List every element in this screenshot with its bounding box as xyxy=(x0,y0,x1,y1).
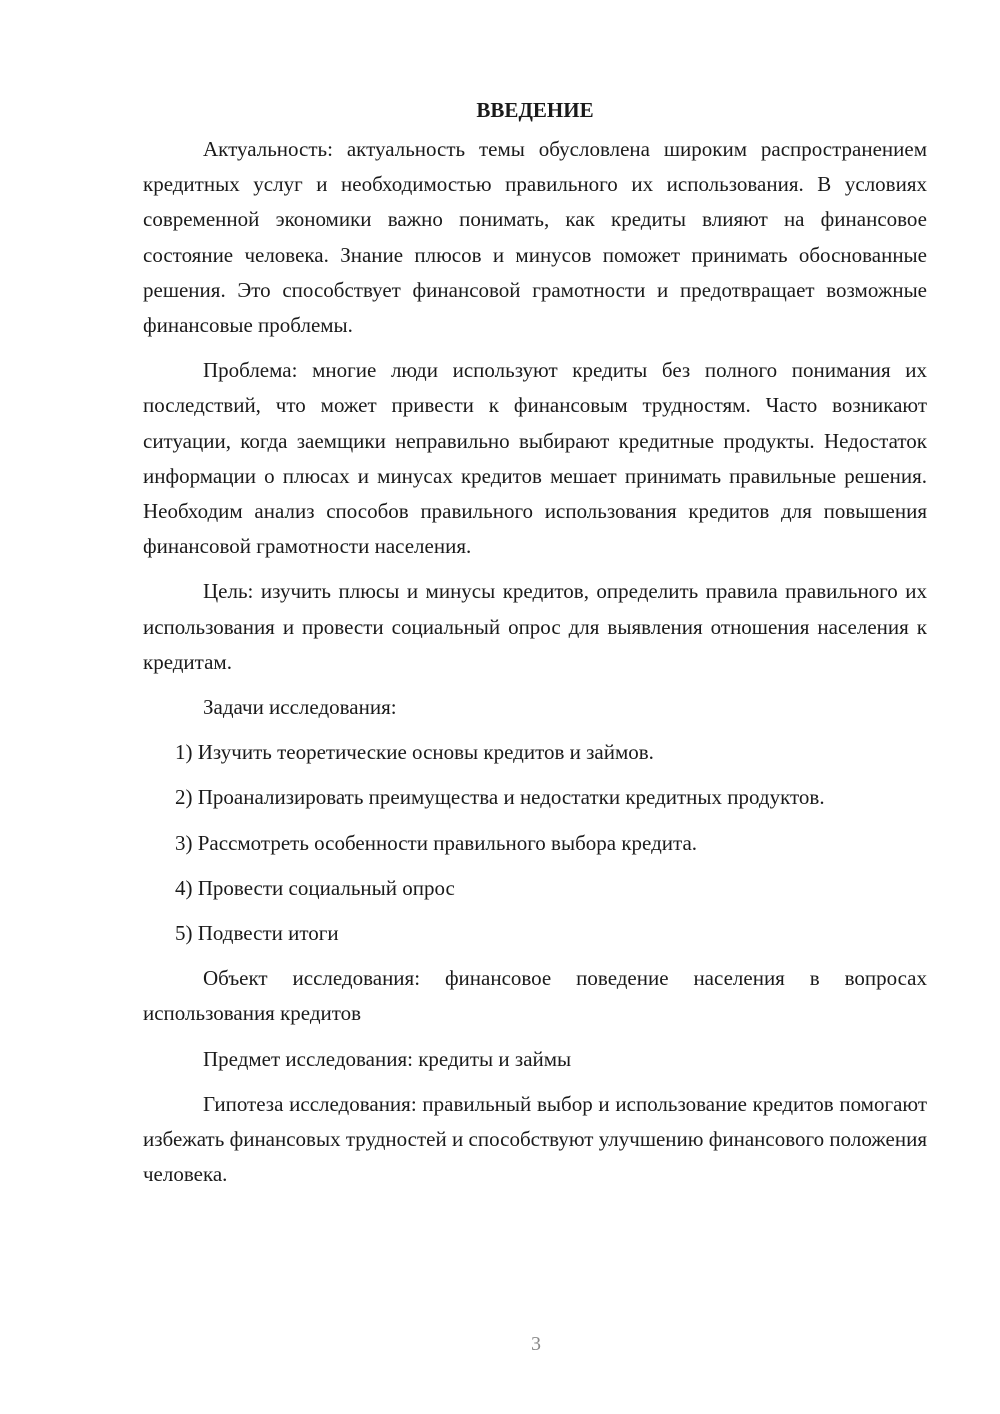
goal-paragraph: Цель: изучить плюсы и минусы кредитов, определить правила правильного их использования и провести социальный опрос для выявления отношения населения к кредитам. xyxy=(143,579,927,674)
task-item-2: 2) Проанализировать преимущества и недостатки кредитных продуктов. xyxy=(175,785,825,810)
document-page xyxy=(143,96,927,1202)
task-item-3: 3) Рассмотреть особенности правильного выбора кредита. xyxy=(175,830,698,855)
object-paragraph: Объект исследования: финансовое поведение населения в вопросах использования кредитов xyxy=(143,966,927,1026)
relevance-paragraph: Актуальность: актуальность темы обусловлена широким распространением кредитных услуг и необходимостью правильного их использования. В условиях современной экономики важно понимать, как кредиты влияют на финансовое состояние человека. Знание плюсов и минусов поможет принимать обоснованные решения. Это способствует финансовой грамотности и предотвращает возможные финансовые проблемы. xyxy=(143,137,927,338)
task-item-4: 4) Провести социальный опрос xyxy=(175,875,455,900)
problem-paragraph: Проблема: многие люди используют кредиты без полного понимания их последствий, что может привести к финансовым трудностям. Часто возникают ситуации, когда заемщики неправильно выбирают кредитные продукты. Недостаток информации о плюсах и минусах кредитов мешает принимать правильные решения. Необходим анализ способов правильного использования кредитов для повышения финансовой грамотности населения. xyxy=(143,358,927,559)
task-item-1: 1) Изучить теоретические основы кредитов и займов. xyxy=(175,740,654,765)
subject-paragraph: Предмет исследования: кредиты и займы xyxy=(203,1046,572,1071)
hypothesis-paragraph: Гипотеза исследования: правильный выбор и использование кредитов помогают избежать финансовых трудностей и способствуют улучшению финансового положения человека. xyxy=(143,1091,927,1187)
tasks-title: Задачи исследования: xyxy=(203,695,397,720)
page-number: 3 xyxy=(531,1333,541,1355)
page-title: ВВЕДЕНИЕ xyxy=(476,98,594,122)
task-item-5: 5) Подвести итоги xyxy=(175,921,339,946)
